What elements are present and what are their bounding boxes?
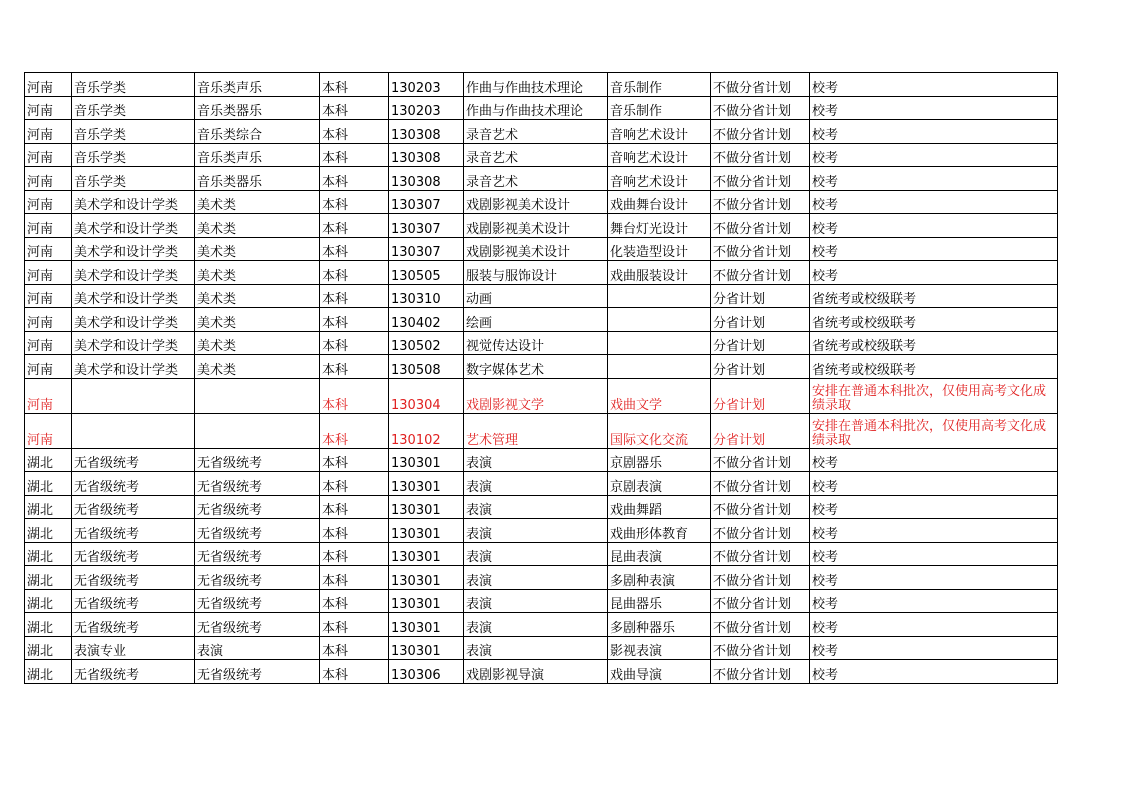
level-cell: 本科 — [320, 237, 389, 261]
plan-type-cell: 不做分省计划 — [711, 96, 810, 120]
category-cell: 无省级统考 — [72, 448, 195, 472]
level-cell: 本科 — [320, 214, 389, 238]
major-name-cell: 表演 — [464, 636, 608, 660]
direction-cell: 戏曲导演 — [608, 660, 711, 684]
major-name-cell: 作曲与作曲技术理论 — [464, 73, 608, 97]
plan-type-cell: 不做分省计划 — [711, 519, 810, 543]
table-row — [25, 589, 1058, 613]
category-cell — [72, 413, 195, 448]
direction-cell: 京剧表演 — [608, 472, 711, 496]
major-name-cell: 表演 — [464, 495, 608, 519]
major-code-cell: 130301 — [389, 448, 464, 472]
major-code-cell: 130203 — [389, 96, 464, 120]
major-code-cell: 130310 — [389, 284, 464, 308]
major-name-cell: 戏剧影视美术设计 — [464, 237, 608, 261]
province-cell: 湖北 — [25, 589, 72, 613]
table-body — [25, 73, 1058, 684]
category-cell: 无省级统考 — [72, 542, 195, 566]
province-cell: 河南 — [25, 190, 72, 214]
direction-cell: 多剧种表演 — [608, 566, 711, 590]
table-row — [25, 566, 1058, 590]
category-cell: 音乐学类 — [72, 143, 195, 167]
table-row — [25, 519, 1058, 543]
major-name-cell: 表演 — [464, 542, 608, 566]
exam-method-cell: 校考 — [810, 167, 1058, 191]
exam-method-cell: 校考 — [810, 448, 1058, 472]
province-cell: 河南 — [25, 261, 72, 285]
major-code-cell: 130203 — [389, 73, 464, 97]
exam-type-cell: 美术类 — [195, 331, 320, 355]
major-name-cell: 录音艺术 — [464, 143, 608, 167]
province-cell: 河南 — [25, 143, 72, 167]
plan-type-cell: 不做分省计划 — [711, 589, 810, 613]
major-name-cell: 动画 — [464, 284, 608, 308]
direction-cell: 化装造型设计 — [608, 237, 711, 261]
major-code-cell: 130308 — [389, 167, 464, 191]
exam-method-cell: 校考 — [810, 542, 1058, 566]
direction-cell: 戏曲舞台设计 — [608, 190, 711, 214]
spreadsheet-table — [24, 72, 1058, 684]
level-cell: 本科 — [320, 355, 389, 379]
table-row — [25, 284, 1058, 308]
direction-cell: 国际文化交流 — [608, 413, 711, 448]
province-cell: 河南 — [25, 120, 72, 144]
exam-method-cell: 校考 — [810, 143, 1058, 167]
plan-type-cell: 不做分省计划 — [711, 214, 810, 238]
exam-type-cell: 无省级统考 — [195, 448, 320, 472]
major-name-cell: 戏剧影视美术设计 — [464, 190, 608, 214]
table-row — [25, 613, 1058, 637]
level-cell: 本科 — [320, 636, 389, 660]
direction-cell: 音响艺术设计 — [608, 120, 711, 144]
category-cell: 音乐学类 — [72, 96, 195, 120]
direction-cell — [608, 284, 711, 308]
category-cell — [72, 378, 195, 413]
major-code-cell: 130301 — [389, 566, 464, 590]
table-row — [25, 355, 1058, 379]
table-row — [25, 167, 1058, 191]
exam-type-cell: 美术类 — [195, 237, 320, 261]
category-cell: 无省级统考 — [72, 589, 195, 613]
plan-type-cell: 不做分省计划 — [711, 73, 810, 97]
category-cell: 音乐学类 — [72, 167, 195, 191]
table-row — [25, 237, 1058, 261]
table-row — [25, 214, 1058, 238]
level-cell: 本科 — [320, 519, 389, 543]
province-cell: 河南 — [25, 73, 72, 97]
direction-cell: 舞台灯光设计 — [608, 214, 711, 238]
major-code-cell: 130308 — [389, 120, 464, 144]
exam-method-cell: 省统考或校级联考 — [810, 355, 1058, 379]
category-cell: 无省级统考 — [72, 613, 195, 637]
major-name-cell: 表演 — [464, 589, 608, 613]
category-cell: 美术学和设计学类 — [72, 331, 195, 355]
category-cell: 美术学和设计学类 — [72, 261, 195, 285]
category-cell: 无省级统考 — [72, 495, 195, 519]
table-row — [25, 472, 1058, 496]
level-cell: 本科 — [320, 190, 389, 214]
province-cell: 河南 — [25, 214, 72, 238]
major-code-cell: 130306 — [389, 660, 464, 684]
exam-method-cell: 省统考或校级联考 — [810, 308, 1058, 332]
province-cell: 湖北 — [25, 448, 72, 472]
exam-type-cell: 无省级统考 — [195, 613, 320, 637]
category-cell: 无省级统考 — [72, 519, 195, 543]
exam-method-cell: 校考 — [810, 190, 1058, 214]
exam-type-cell: 美术类 — [195, 214, 320, 238]
plan-type-cell: 分省计划 — [711, 378, 810, 413]
province-cell: 河南 — [25, 331, 72, 355]
category-cell: 美术学和设计学类 — [72, 284, 195, 308]
major-name-cell: 服装与服饰设计 — [464, 261, 608, 285]
table-row — [25, 96, 1058, 120]
exam-method-cell: 校考 — [810, 660, 1058, 684]
level-cell: 本科 — [320, 331, 389, 355]
major-code-cell: 130307 — [389, 190, 464, 214]
exam-type-cell: 音乐类声乐 — [195, 143, 320, 167]
plan-type-cell: 分省计划 — [711, 308, 810, 332]
major-name-cell: 作曲与作曲技术理论 — [464, 96, 608, 120]
table-row — [25, 73, 1058, 97]
exam-method-cell: 校考 — [810, 495, 1058, 519]
table-row — [25, 495, 1058, 519]
direction-cell: 音乐制作 — [608, 96, 711, 120]
direction-cell: 戏曲舞蹈 — [608, 495, 711, 519]
plan-type-cell: 不做分省计划 — [711, 167, 810, 191]
category-cell: 美术学和设计学类 — [72, 355, 195, 379]
province-cell: 湖北 — [25, 636, 72, 660]
level-cell: 本科 — [320, 120, 389, 144]
level-cell: 本科 — [320, 448, 389, 472]
table-row — [25, 636, 1058, 660]
table-row — [25, 190, 1058, 214]
category-cell: 美术学和设计学类 — [72, 308, 195, 332]
plan-type-cell: 不做分省计划 — [711, 613, 810, 637]
exam-method-cell: 校考 — [810, 237, 1058, 261]
province-cell: 河南 — [25, 308, 72, 332]
major-name-cell: 表演 — [464, 613, 608, 637]
major-code-cell: 130307 — [389, 214, 464, 238]
major-name-cell: 艺术管理 — [464, 413, 608, 448]
direction-cell: 多剧种器乐 — [608, 613, 711, 637]
exam-type-cell: 美术类 — [195, 190, 320, 214]
category-cell: 美术学和设计学类 — [72, 214, 195, 238]
major-name-cell: 表演 — [464, 519, 608, 543]
major-name-cell: 视觉传达设计 — [464, 331, 608, 355]
category-cell: 音乐学类 — [72, 120, 195, 144]
table-row — [25, 261, 1058, 285]
direction-cell: 昆曲器乐 — [608, 589, 711, 613]
direction-cell: 音乐制作 — [608, 73, 711, 97]
category-cell: 美术学和设计学类 — [72, 190, 195, 214]
major-code-cell: 130308 — [389, 143, 464, 167]
level-cell: 本科 — [320, 660, 389, 684]
major-code-cell: 130301 — [389, 636, 464, 660]
major-code-cell: 130301 — [389, 519, 464, 543]
plan-type-cell: 分省计划 — [711, 284, 810, 308]
direction-cell: 音响艺术设计 — [608, 143, 711, 167]
exam-type-cell — [195, 413, 320, 448]
exam-method-cell: 校考 — [810, 636, 1058, 660]
major-code-cell: 130301 — [389, 589, 464, 613]
exam-type-cell: 无省级统考 — [195, 566, 320, 590]
exam-type-cell: 美术类 — [195, 308, 320, 332]
table-row — [25, 143, 1058, 167]
plan-type-cell: 不做分省计划 — [711, 261, 810, 285]
major-name-cell: 录音艺术 — [464, 167, 608, 191]
major-code-cell: 130304 — [389, 378, 464, 413]
level-cell: 本科 — [320, 378, 389, 413]
major-name-cell: 表演 — [464, 448, 608, 472]
level-cell: 本科 — [320, 73, 389, 97]
direction-cell: 戏曲形体教育 — [608, 519, 711, 543]
major-code-cell: 130301 — [389, 495, 464, 519]
level-cell: 本科 — [320, 96, 389, 120]
direction-cell: 戏曲服装设计 — [608, 261, 711, 285]
exam-type-cell: 音乐类器乐 — [195, 167, 320, 191]
exam-type-cell: 美术类 — [195, 355, 320, 379]
exam-method-cell: 校考 — [810, 261, 1058, 285]
major-name-cell: 绘画 — [464, 308, 608, 332]
major-name-cell: 戏剧影视导演 — [464, 660, 608, 684]
major-code-cell: 130508 — [389, 355, 464, 379]
category-cell: 无省级统考 — [72, 472, 195, 496]
direction-cell: 戏曲文学 — [608, 378, 711, 413]
major-name-cell: 戏剧影视美术设计 — [464, 214, 608, 238]
province-cell: 河南 — [25, 284, 72, 308]
major-code-cell: 130301 — [389, 613, 464, 637]
plan-type-cell: 不做分省计划 — [711, 190, 810, 214]
level-cell: 本科 — [320, 284, 389, 308]
major-code-cell: 130301 — [389, 472, 464, 496]
table-row — [25, 331, 1058, 355]
direction-cell: 京剧器乐 — [608, 448, 711, 472]
plan-type-cell: 不做分省计划 — [711, 143, 810, 167]
province-cell: 湖北 — [25, 472, 72, 496]
exam-type-cell: 美术类 — [195, 261, 320, 285]
province-cell: 河南 — [25, 413, 72, 448]
province-cell: 湖北 — [25, 542, 72, 566]
exam-type-cell: 无省级统考 — [195, 660, 320, 684]
table-row — [25, 308, 1058, 332]
plan-type-cell: 不做分省计划 — [711, 237, 810, 261]
category-cell: 音乐学类 — [72, 73, 195, 97]
direction-cell: 昆曲表演 — [608, 542, 711, 566]
plan-type-cell: 不做分省计划 — [711, 495, 810, 519]
level-cell: 本科 — [320, 413, 389, 448]
category-cell: 美术学和设计学类 — [72, 237, 195, 261]
plan-type-cell: 分省计划 — [711, 331, 810, 355]
province-cell: 河南 — [25, 237, 72, 261]
province-cell: 湖北 — [25, 495, 72, 519]
exam-type-cell: 音乐类声乐 — [195, 73, 320, 97]
exam-method-cell: 校考 — [810, 613, 1058, 637]
province-cell: 河南 — [25, 378, 72, 413]
province-cell: 湖北 — [25, 660, 72, 684]
table-row — [25, 378, 1058, 413]
level-cell: 本科 — [320, 566, 389, 590]
exam-type-cell: 无省级统考 — [195, 519, 320, 543]
province-cell: 湖北 — [25, 566, 72, 590]
table-row — [25, 448, 1058, 472]
category-cell: 无省级统考 — [72, 660, 195, 684]
exam-method-cell: 校考 — [810, 589, 1058, 613]
major-code-cell: 130301 — [389, 542, 464, 566]
plan-type-cell: 不做分省计划 — [711, 566, 810, 590]
level-cell: 本科 — [320, 261, 389, 285]
province-cell: 河南 — [25, 96, 72, 120]
exam-method-cell: 校考 — [810, 566, 1058, 590]
level-cell: 本科 — [320, 167, 389, 191]
plan-type-cell: 不做分省计划 — [711, 660, 810, 684]
level-cell: 本科 — [320, 472, 389, 496]
direction-cell — [608, 355, 711, 379]
table-row — [25, 542, 1058, 566]
major-name-cell: 戏剧影视文学 — [464, 378, 608, 413]
major-name-cell: 数字媒体艺术 — [464, 355, 608, 379]
major-name-cell: 表演 — [464, 472, 608, 496]
exam-method-cell: 校考 — [810, 96, 1058, 120]
table-row — [25, 120, 1058, 144]
level-cell: 本科 — [320, 495, 389, 519]
major-code-cell: 130505 — [389, 261, 464, 285]
exam-method-cell: 安排在普通本科批次，仅使用高考文化成绩录取 — [810, 413, 1058, 448]
exam-type-cell: 音乐类器乐 — [195, 96, 320, 120]
exam-method-cell: 校考 — [810, 472, 1058, 496]
plan-type-cell: 不做分省计划 — [711, 448, 810, 472]
table-row — [25, 660, 1058, 684]
major-code-cell: 130102 — [389, 413, 464, 448]
major-name-cell: 录音艺术 — [464, 120, 608, 144]
exam-method-cell: 校考 — [810, 73, 1058, 97]
direction-cell: 音响艺术设计 — [608, 167, 711, 191]
province-cell: 湖北 — [25, 613, 72, 637]
major-code-cell: 130307 — [389, 237, 464, 261]
level-cell: 本科 — [320, 143, 389, 167]
exam-method-cell: 省统考或校级联考 — [810, 284, 1058, 308]
exam-method-cell: 校考 — [810, 519, 1058, 543]
exam-type-cell: 无省级统考 — [195, 589, 320, 613]
exam-type-cell — [195, 378, 320, 413]
exam-type-cell: 无省级统考 — [195, 472, 320, 496]
major-name-cell: 表演 — [464, 566, 608, 590]
province-cell: 河南 — [25, 167, 72, 191]
category-cell: 无省级统考 — [72, 566, 195, 590]
exam-type-cell: 音乐类综合 — [195, 120, 320, 144]
exam-method-cell: 安排在普通本科批次，仅使用高考文化成绩录取 — [810, 378, 1058, 413]
direction-cell — [608, 331, 711, 355]
exam-method-cell: 校考 — [810, 214, 1058, 238]
direction-cell — [608, 308, 711, 332]
plan-type-cell: 不做分省计划 — [711, 472, 810, 496]
exam-type-cell: 无省级统考 — [195, 542, 320, 566]
exam-type-cell: 美术类 — [195, 284, 320, 308]
exam-method-cell: 省统考或校级联考 — [810, 331, 1058, 355]
plan-type-cell: 不做分省计划 — [711, 120, 810, 144]
level-cell: 本科 — [320, 542, 389, 566]
province-cell: 河南 — [25, 355, 72, 379]
level-cell: 本科 — [320, 613, 389, 637]
plan-type-cell: 分省计划 — [711, 355, 810, 379]
category-cell: 表演专业 — [72, 636, 195, 660]
level-cell: 本科 — [320, 589, 389, 613]
plan-type-cell: 不做分省计划 — [711, 542, 810, 566]
major-code-cell: 130402 — [389, 308, 464, 332]
exam-method-cell: 校考 — [810, 120, 1058, 144]
plan-type-cell: 不做分省计划 — [711, 636, 810, 660]
exam-type-cell: 表演 — [195, 636, 320, 660]
exam-type-cell: 无省级统考 — [195, 495, 320, 519]
table-row — [25, 413, 1058, 448]
level-cell: 本科 — [320, 308, 389, 332]
major-code-cell: 130502 — [389, 331, 464, 355]
direction-cell: 影视表演 — [608, 636, 711, 660]
province-cell: 湖北 — [25, 519, 72, 543]
plan-type-cell: 分省计划 — [711, 413, 810, 448]
